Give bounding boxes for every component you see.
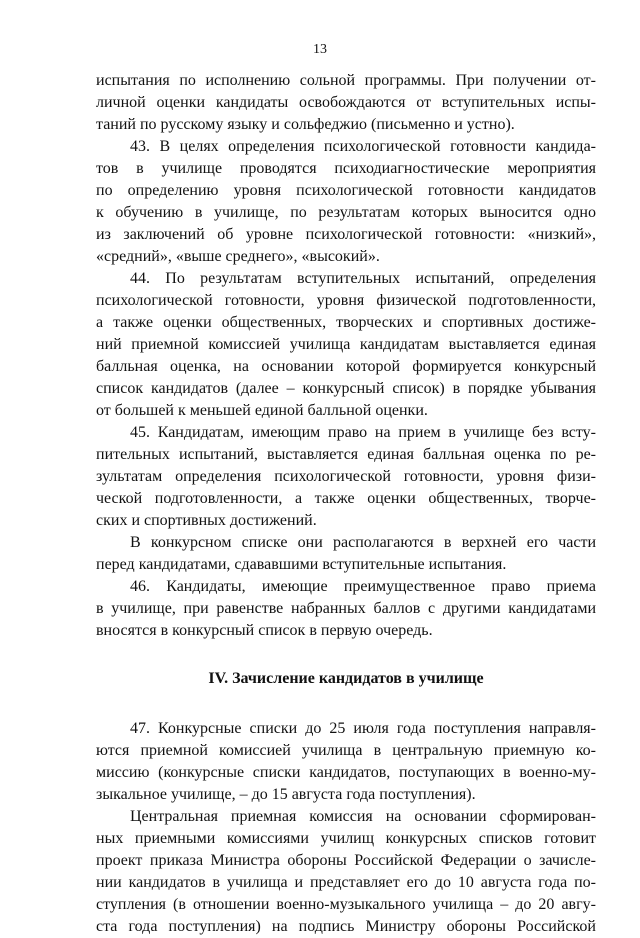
text-line: ных приемными комиссиями училищ конкурсных списков готовит <box>96 830 596 847</box>
text-line: ний приемной комиссией училища кандидатам выставляется единая <box>96 336 596 353</box>
text-line: Центральная приемная комиссия на основании сформирован- <box>130 808 596 825</box>
page-number: 13 <box>313 42 327 57</box>
text-line: в училище, при равенстве набранных баллов с другими кандидатами <box>96 600 596 617</box>
paragraph <box>96 532 596 576</box>
text-line: балльная оценка, на основании которой формируется конкурсный <box>96 358 596 375</box>
paragraphs-before <box>96 70 596 642</box>
text-line: проект приказа Министра обороны Российской Федерации о зачисле- <box>96 852 596 869</box>
text-line: ческой подготовленности, а также оценки общественных, творче- <box>96 490 596 507</box>
text-line: В конкурсном списке они располагаются в верхней его части <box>130 534 596 551</box>
section-heading: IV. Зачисление кандидатов в училище <box>208 670 484 687</box>
text-line: «средний», «выше среднего», «высокий». <box>96 248 380 265</box>
paragraph <box>96 576 596 642</box>
paragraph <box>96 136 596 268</box>
text-line: перед кандидатами, сдававшими вступительные испытания. <box>96 556 507 573</box>
document-body <box>96 70 596 938</box>
text-line: психологической готовности, уровня физической подготовленности, <box>96 292 596 309</box>
text-line: 45. Кандидатам, имеющим право на прием в училище без всту- <box>130 424 596 441</box>
paragraph <box>96 718 596 806</box>
paragraphs-after <box>96 718 596 938</box>
text-line: испытания по исполнению сольной программы. При получении от- <box>96 72 596 89</box>
paragraph <box>96 422 596 532</box>
text-line: 44. По результатам вступительных испытаний, определения <box>130 270 596 287</box>
paragraph <box>96 268 596 422</box>
text-line: ступления (в отношении военно-музыкального училища – до 20 авгу- <box>96 896 596 913</box>
text-line: 47. Конкурсные списки до 25 июля года поступления направля- <box>130 720 596 737</box>
text-line: таний по русскому языку и сольфеджио (письменно и устно). <box>96 116 515 133</box>
text-line: 43. В целях определения психологической готовности кандида- <box>130 138 596 155</box>
text-line: из заключений об уровне психологической готовности: «низкий», <box>96 226 596 243</box>
text-line: ются приемной комиссией училища в центральную приемную ко- <box>96 742 596 759</box>
paragraph <box>96 70 596 136</box>
text-line: от большей к меньшей единой балльной оценки. <box>96 402 428 419</box>
text-line: ских и спортивных достижений. <box>96 512 317 529</box>
paragraph <box>96 806 596 938</box>
text-line: по определению уровня психологической готовности кандидатов <box>96 182 596 199</box>
text-line: зультатам определения психологической готовности, уровня физи- <box>96 468 596 485</box>
text-line: пительных испытаний, выставляется единая балльная оценка по ре- <box>96 446 596 463</box>
text-line: личной оценки кандидаты освобождаются от вступительных испы- <box>96 94 596 111</box>
text-line: зыкальное училище, – до 15 августа года поступления). <box>96 786 476 803</box>
text-line: миссию (конкурсные списки кандидатов, поступающих в военно-му- <box>96 764 596 781</box>
text-line: нии кандидатов в училища и представляет его до 10 августа года по- <box>96 874 596 891</box>
text-line: вносятся в конкурсный список в первую очередь. <box>96 622 433 639</box>
text-line: к обучению в училище, по результатам которых выносится одно <box>96 204 596 221</box>
text-line: 46. Кандидаты, имеющие преимущественное право приема <box>130 578 596 595</box>
text-line: а также оценки общественных, творческих и спортивных достиже- <box>96 314 596 331</box>
text-line: ста года поступления) на подпись Министру обороны Российской <box>96 918 596 935</box>
text-line: тов в училище проводятся психодиагностические мероприятия <box>96 160 596 177</box>
text-line: список кандидатов (далее – конкурсный список) в порядке убывания <box>96 380 596 397</box>
